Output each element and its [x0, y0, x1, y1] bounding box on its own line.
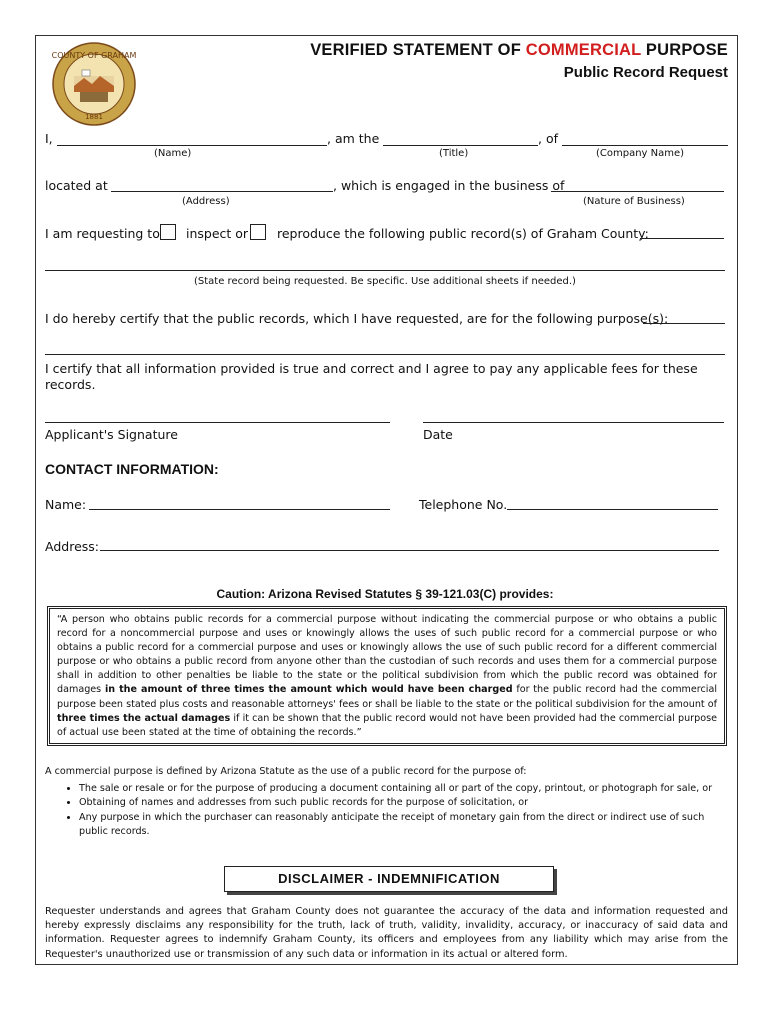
reproduce-checkbox[interactable]	[250, 224, 266, 240]
business-nature-field[interactable]	[551, 191, 724, 192]
address-field[interactable]	[111, 191, 333, 192]
row2-engaged: , which is engaged in the business of	[333, 178, 565, 193]
name-label: (Name)	[154, 148, 192, 159]
contact-name-label: Name:	[45, 497, 87, 512]
signature-field[interactable]	[45, 422, 390, 423]
certify-purpose-text: I do hereby certify that the public records, which I have requested, are for the following purpose(s):	[45, 311, 669, 326]
definition-item: • The sale or resale or for the purpose of producing a document containing all or part of the copy, printout, or photograph for sale, or	[79, 782, 728, 797]
nature-label: (Nature of Business)	[583, 196, 685, 207]
definition-intro: A commercial purpose is defined by Arizona Statute as the use of a public record for the purpose of:	[45, 766, 527, 777]
title-field[interactable]	[383, 145, 538, 146]
certify-info-line1: I certify that all information provided is true and correct and I agree to pay any applicable fees for these	[45, 361, 698, 376]
date-field[interactable]	[423, 422, 724, 423]
contact-heading: CONTACT INFORMATION:	[45, 461, 219, 477]
address-label: (Address)	[182, 196, 230, 207]
record-note: (State record being requested. Be specific. Use additional sheets if needed.)	[194, 276, 576, 287]
row1-am-the: , am the	[327, 131, 380, 146]
row1-of: , of	[538, 131, 558, 146]
form-subtitle: Public Record Request	[563, 64, 728, 81]
statute-quote-box	[47, 606, 727, 746]
commercial-purpose-definition	[45, 765, 728, 840]
inspect-checkbox[interactable]	[160, 224, 176, 240]
telephone-label: Telephone No.	[419, 497, 508, 512]
definition-item: • Any purpose in which the purchaser can reasonably anticipate the receipt of monetary gain from the direct or indirect use of such public records.	[79, 811, 728, 840]
definition-item: • Obtaining of names and addresses from such public records for the purpose of solicitation, or	[79, 796, 728, 811]
row1-prefix: I,	[45, 131, 53, 146]
form-title	[310, 41, 728, 60]
contact-name-field[interactable]	[89, 509, 390, 510]
county-seal-logo	[52, 42, 136, 126]
title-highlight: COMMERCIAL	[525, 41, 642, 59]
title-label: (Title)	[439, 148, 469, 159]
row3-requesting: I am requesting to	[45, 226, 160, 241]
contact-address-label: Address:	[45, 539, 99, 554]
disclaimer-heading: DISCLAIMER - INDEMNIFICATION	[224, 866, 554, 892]
record-field[interactable]	[45, 270, 725, 271]
quote-bold2: three times the actual damages	[57, 712, 231, 724]
definition-list	[45, 782, 728, 840]
purpose-field-inline[interactable]	[643, 323, 725, 324]
company-name-label: (Company Name)	[596, 148, 685, 159]
record-field-inline[interactable]	[640, 238, 724, 239]
caution-heading: Caution: Arizona Revised Statutes § 39-121.03(C) provides:	[216, 587, 554, 601]
title-part1: VERIFIED STATEMENT OF	[310, 41, 526, 59]
name-field[interactable]	[57, 145, 327, 146]
company-name-field[interactable]	[562, 145, 728, 146]
purpose-field[interactable]	[45, 354, 725, 355]
quote-part2: for the public record had the commercial purpose been stated plus costs and reasonable attorneys' fees or shall be liable to the state or the political subdivision for the amount of	[57, 684, 718, 710]
title-part2: PURPOSE	[641, 41, 728, 59]
disclaimer-text: Requester understands and agrees that Graham County does not guarantee the accuracy of the data and information requested and hereby expressly disclaims any responsibility for the truth, lack of truth, validity, invalidity, accuracy, or inaccuracy of said data and information. Requester agrees to indemnify Graham County, its officers and employees from any liability which may arise from the Requester's unauthorized use or transmission of any such data or information in its actual or altered form.	[45, 906, 728, 960]
svg-text:1881: 1881	[85, 113, 103, 121]
date-label: Date	[423, 427, 453, 442]
signature-label: Applicant's Signature	[45, 427, 178, 442]
quote-part3: if it can be shown that the public record would not have been provided had the commercial purpose of actual use been stated at the time of obtaining the records.”	[57, 712, 717, 738]
quote-part1: “A person who obtains public records for a commercial purpose without indicating the commercial purpose or who obtains a public record for a noncommercial purpose and uses or knowingly allows the uses of such public record for a commercial purpose or who obtains a public record for a commercial purpose and uses or knowingly allows the use of such public record for a different commercial purpose or who obtains a public record from anyone other than the custodian of such records and uses them for a commercial purpose shall in addition to other penalties be liable to the state or the political subdivision from which the public record was obtained for damages	[57, 614, 717, 696]
telephone-field[interactable]	[507, 509, 718, 510]
row3-reproduce: reproduce the following public record(s) of Graham County:	[277, 226, 649, 241]
row2-located-at: located at	[45, 178, 108, 193]
contact-address-field[interactable]	[100, 550, 719, 551]
row3-inspect-or: inspect or	[186, 226, 249, 241]
statute-quote-text	[57, 613, 717, 740]
svg-text:COUNTY OF GRAHAM: COUNTY OF GRAHAM	[52, 51, 136, 60]
quote-bold1: in the amount of three times the amount which would have been charged	[104, 684, 513, 696]
certify-info-line2: records.	[45, 377, 96, 392]
